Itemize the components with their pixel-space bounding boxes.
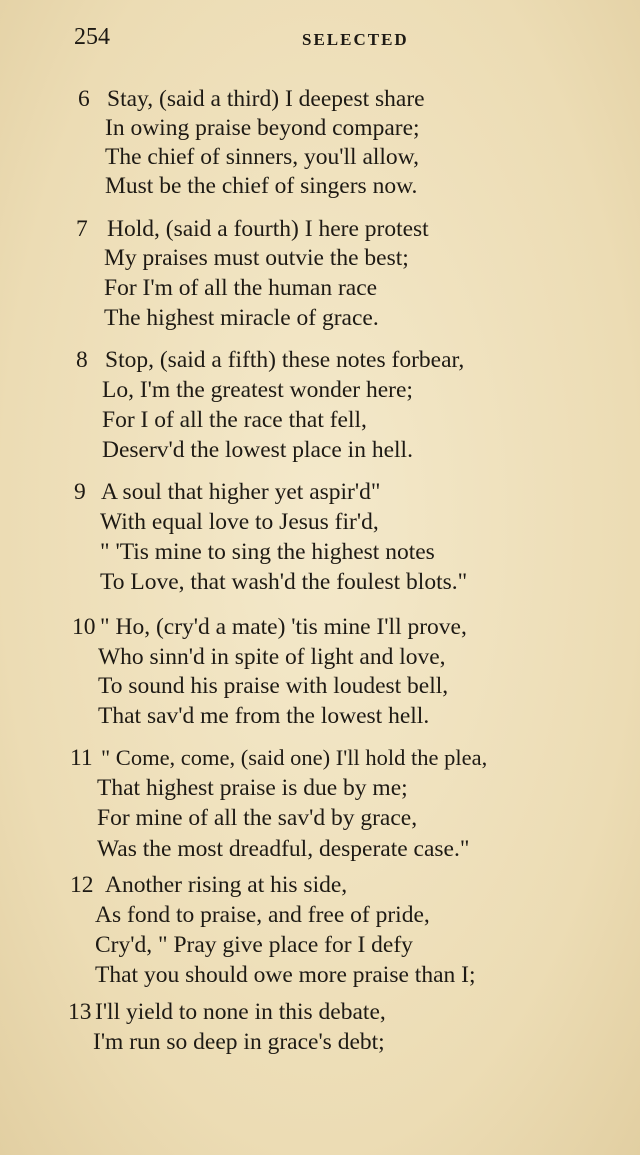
verse-line: For mine of all the sav'd by grace, bbox=[97, 805, 418, 831]
stanza-number: 13 bbox=[68, 999, 92, 1025]
verse-line: Must be the chief of singers now. bbox=[105, 173, 418, 199]
verse-line: Who sinn'd in spite of light and love, bbox=[98, 644, 446, 670]
stanza-number: 10 bbox=[72, 614, 96, 640]
verse-line: Deserv'd the lowest place in hell. bbox=[102, 437, 413, 463]
verse-line: As fond to praise, and free of pride, bbox=[95, 902, 430, 928]
verse-line: " Ho, (cry'd a mate) 'tis mine I'll prove, bbox=[100, 614, 467, 640]
page-header bbox=[70, 22, 630, 56]
page-number: 254 bbox=[74, 24, 110, 50]
verse-line: My praises must outvie the best; bbox=[104, 245, 409, 271]
verse-line: A soul that higher yet aspir'd" bbox=[101, 479, 381, 505]
verse-line: I'll yield to none in this debate, bbox=[95, 999, 386, 1025]
stanza-number: 11 bbox=[70, 745, 93, 771]
verse-line: Stop, (said a fifth) these notes forbear, bbox=[105, 347, 465, 373]
stanza-number: 6 bbox=[78, 86, 90, 112]
verse-line: For I'm of all the human race bbox=[104, 275, 378, 301]
verse-line: That sav'd me from the lowest hell. bbox=[98, 703, 430, 729]
verse-line: Another rising at his side, bbox=[105, 872, 348, 898]
verse-line: In owing praise beyond compare; bbox=[105, 115, 420, 141]
verse-line: To Love, that wash'd the foulest blots." bbox=[100, 569, 468, 595]
stanza-number: 8 bbox=[76, 347, 88, 373]
verse-line: I'm run so deep in grace's debt; bbox=[93, 1029, 385, 1055]
verse-line: To sound his praise with loudest bell, bbox=[98, 673, 449, 699]
verse-line: Lo, I'm the greatest wonder here; bbox=[102, 377, 413, 403]
stanza-number: 12 bbox=[70, 872, 94, 898]
verse-line: With equal love to Jesus fir'd, bbox=[100, 509, 379, 535]
verse-line: Was the most dreadful, desperate case." bbox=[97, 836, 470, 862]
verse-line: Cry'd, " Pray give place for I defy bbox=[95, 932, 413, 958]
verse-line: Hold, (said a fourth) I here protest bbox=[107, 216, 429, 242]
verse-line: Stay, (said a third) I deepest share bbox=[107, 86, 425, 112]
verse-line: " Come, come, (said one) I'll hold the plea, bbox=[101, 745, 488, 770]
verse-line: The highest miracle of grace. bbox=[104, 305, 379, 331]
verse-line: That you should owe more praise than I; bbox=[95, 962, 476, 988]
verse-line: " 'Tis mine to sing the highest notes bbox=[100, 539, 435, 565]
verse-line: The chief of sinners, you'll allow, bbox=[105, 144, 420, 170]
verse-line: That highest praise is due by me; bbox=[97, 775, 408, 801]
running-head: SELECTED bbox=[302, 30, 409, 49]
verse-line: For I of all the race that fell, bbox=[102, 407, 367, 433]
stanza-number: 7 bbox=[76, 216, 88, 242]
stanza-number: 9 bbox=[74, 479, 86, 505]
